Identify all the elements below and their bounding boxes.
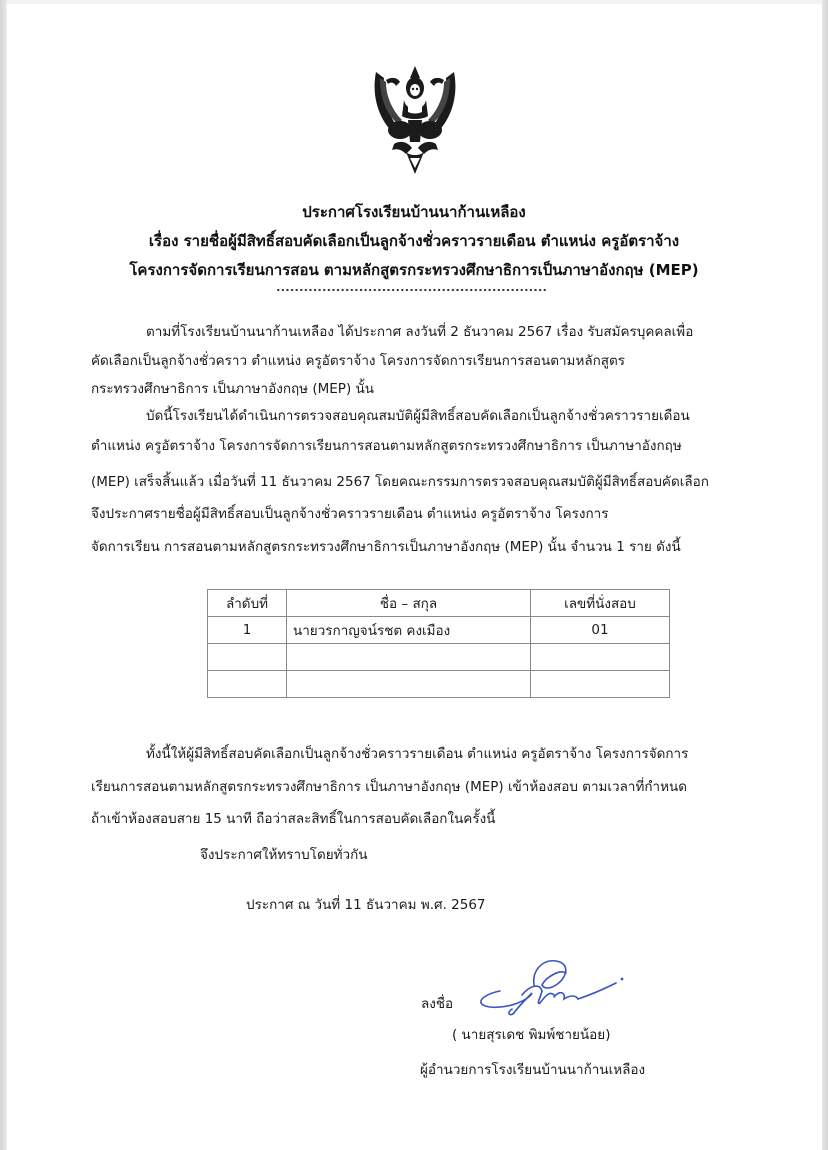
announcement-title: ประกาศโรงเรียนบ้านนาก้านเหลือง	[302, 203, 526, 221]
paragraph-3-line-2: เรียนการสอนตามหลักสูตรกระทรวงศึกษาธิการ เป็นภาษาอังกฤษ (MEP) เข้าห้องสอบ ตามเวลาที่กำหนด	[91, 779, 688, 795]
header-full-name: ชื่อ – สกุล	[287, 590, 531, 617]
table-row	[208, 644, 670, 671]
paragraph-2-line-5: จัดการเรียน การสอนตามหลักสูตรกระทรวงศึกษาธิการเป็นภาษาอังกฤษ (MEP) นั้น จำนวน 1 ราย ดังนี้	[91, 539, 681, 555]
paragraph-2-line-4: จึงประกาศรายชื่อผู้มีสิทธิ์สอบเป็นลูกจ้างชั่วคราวรายเดือน ตำแหน่ง ครูอัตราจ้าง โครงการ	[91, 506, 609, 522]
announcement-subject: เรื่อง รายชื่อผู้มีสิทธิ์สอบคัดเลือกเป็นลูกจ้างชั่วคราวรายเดือน ตำแหน่ง ครูอัตราจ้าง	[148, 232, 680, 250]
cell-order: 1	[208, 617, 287, 644]
paragraph-2-line-2: ตำแหน่ง ครูอัตราจ้าง โครงการจัดการเรียนการสอนตามหลักสูตรกระทรวงศึกษาธิการ เป็นภาษาอังกฤษ	[91, 438, 682, 454]
paragraph-3-line-1: ทั้งนี้ให้ผู้มีสิทธิ์สอบคัดเลือกเป็นลูกจ้างชั่วคราวรายเดือน ตำแหน่ง ครูอัตราจ้าง โครงการจัดการ	[146, 746, 689, 762]
paragraph-1-line-2: คัดเลือกเป็นลูกจ้างชั่วคราว ตำแหน่ง ครูอัตราจ้าง โครงการจัดการเรียนการสอนตามหลักสูตร	[91, 353, 626, 369]
candidate-table	[207, 589, 670, 698]
announcement-project: โครงการจัดการเรียนการสอน ตามหลักสูตรกระทรวงศึกษาธิการเป็นภาษาอังกฤษ (MEP)	[129, 261, 699, 279]
cell-seat-number: 01	[531, 617, 670, 644]
page-edge-left-inner	[6, 0, 7, 1150]
announcement-date: ประกาศ ณ วันที่ 11 ธันวาคม พ.ศ. 2567	[246, 897, 486, 913]
sign-label: ลงชื่อ	[421, 996, 454, 1012]
dotted-separator	[276, 288, 546, 292]
paragraph-1-line-3: กระทรวงศึกษาธิการ เป็นภาษาอังกฤษ (MEP) นั้น	[91, 381, 374, 397]
cell-full-name: นายวรกาญจน์รชต คงเมือง	[287, 617, 531, 644]
closing-statement: จึงประกาศให้ทราบโดยทั่วกัน	[200, 847, 368, 863]
page-edge-right	[822, 0, 828, 1150]
cell-full-name	[287, 671, 531, 698]
signer-name: ( นายสุรเดช พิมพ์ชายน้อย)	[452, 1027, 611, 1043]
page-edge-top	[7, 0, 822, 4]
paragraph-2-line-1: บัดนี้โรงเรียนได้ดำเนินการตรวจสอบคุณสมบัติผู้มีสิทธิ์สอบคัดเลือกเป็นลูกจ้างชั่วคราวรายเดือน	[146, 408, 690, 424]
signer-position: ผู้อำนวยการโรงเรียนบ้านนาก้านเหลือง	[420, 1062, 646, 1078]
cell-order	[208, 644, 287, 671]
paragraph-3-line-3: ถ้าเข้าห้องสอบสาย 15 นาที ถือว่าสละสิทธิ์ในการสอบคัดเลือกในครั้งนี้	[91, 811, 496, 827]
cell-order	[208, 671, 287, 698]
table-row	[208, 671, 670, 698]
header-order: ลำดับที่	[208, 590, 287, 617]
signature-icon	[470, 955, 630, 1025]
garuda-emblem-icon	[370, 64, 460, 176]
cell-full-name	[287, 644, 531, 671]
cell-seat-number	[531, 671, 670, 698]
table-row	[208, 617, 670, 644]
paragraph-1-line-1: ตามที่โรงเรียนบ้านนาก้านเหลือง ได้ประกาศ ลงวันที่ 2 ธันวาคม 2567 เรื่อง รับสมัครบุคคลเพื่อ	[146, 324, 694, 340]
table-header-row	[208, 590, 670, 617]
cell-seat-number	[531, 644, 670, 671]
header-seat-number: เลขที่นั่งสอบ	[531, 590, 670, 617]
paragraph-2-line-3: (MEP) เสร็จสิ้นแล้ว เมื่อวันที่ 11 ธันวาคม 2567 โดยคณะกรรมการตรวจสอบคุณสมบัติผู้มีสิทธิ์สอบคัดเลือก	[91, 474, 709, 490]
